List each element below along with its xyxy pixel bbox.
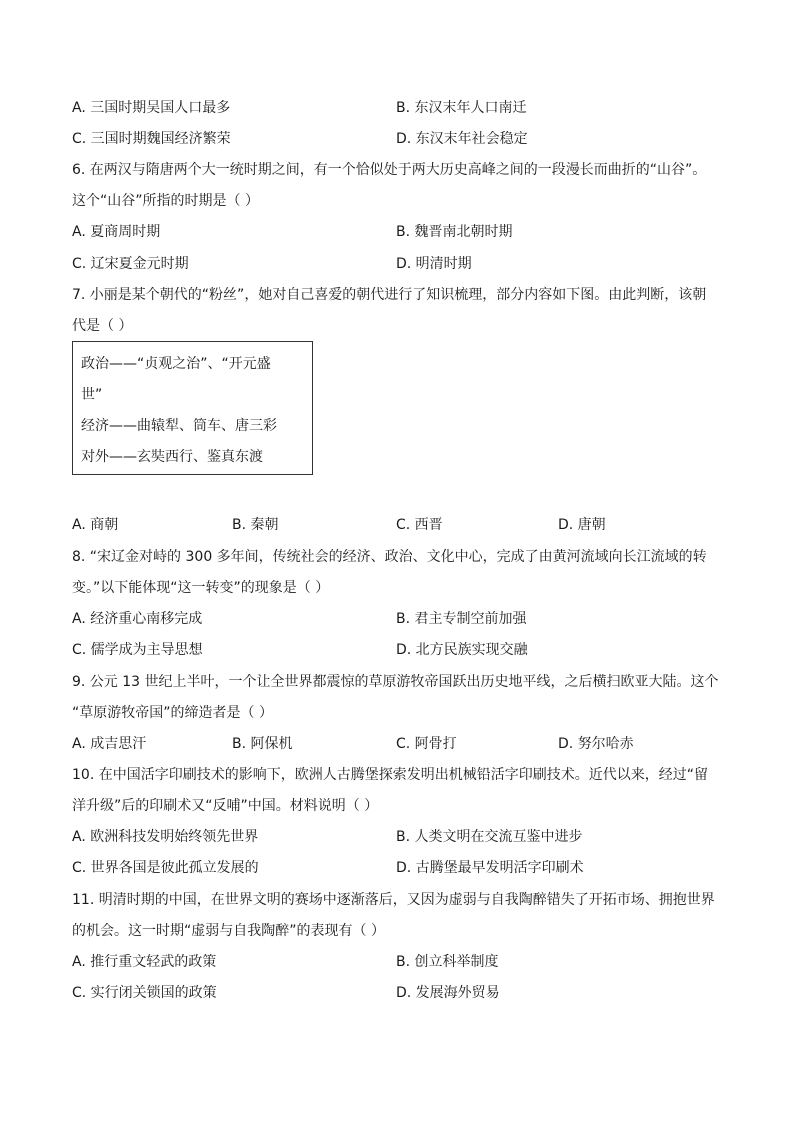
- q8-stem-line-2: 变。”以下能体现“这一转变”的现象是（ ）: [72, 580, 330, 596]
- q11-stem-line-1: 11. 明清时期的中国，在世界文明的赛场中逐渐落后，又因为虚弱与自我陶醉错失了开拓市场、拥抱世界: [72, 892, 715, 908]
- q5-option-b: B. 东汉末年人口南迁: [396, 100, 527, 116]
- q9-option-a: A. 成吉思汗: [72, 736, 147, 752]
- q9-option-b: B. 阿保机: [232, 736, 293, 752]
- q5-option-c: C. 三国时期魏国经济繁荣: [72, 131, 231, 147]
- q8-option-d: D. 北方民族实现交融: [396, 642, 528, 658]
- q11-stem-line-2: 的机会。这一时期“虚弱与自我陶醉”的表现有（ ）: [72, 923, 385, 939]
- q10-option-b: B. 人类文明在交流互鉴中进步: [396, 829, 583, 845]
- q9-stem-line-1: 9. 公元 13 世纪上半叶，一个让全世界都震惊的草原游牧帝国跃出历史地平线，之后横扫欧亚大陆。这个: [72, 674, 719, 690]
- q11-option-d: D. 发展海外贸易: [396, 985, 500, 1001]
- q7-stem-line-1: 7. 小丽是某个朝代的“粉丝”，她对自己喜爱的朝代进行了知识梳理，部分内容如下图。由此判断，该朝: [72, 287, 707, 303]
- q7-option-c: C. 西晋: [396, 517, 443, 533]
- q7-option-d: D. 唐朝: [558, 517, 606, 533]
- q9-stem-line-2: “草原游牧帝国”的缔造者是（ ）: [72, 705, 273, 721]
- q11-option-a: A. 推行重文轻武的政策: [72, 954, 217, 970]
- q7-info-box: [72, 341, 313, 475]
- q7-box-line-2: 世”: [81, 387, 103, 403]
- q6-option-a: A. 夏商周时期: [72, 224, 161, 240]
- q10-option-c: C. 世界各国是彼此孤立发展的: [72, 860, 259, 876]
- q10-stem-line-2: 洋升级”后的印刷术又“反哺”中国。材料说明（ ）: [72, 798, 379, 814]
- q7-box-line-1: 政治——“贞观之治”、“开元盛: [81, 356, 271, 372]
- q10-stem-line-1: 10. 在中国活字印刷技术的影响下，欧洲人古腾堡探索发明出机械铅活字印刷技术。近代以来，经过“留: [72, 767, 708, 783]
- q6-option-c: C. 辽宋夏金元时期: [72, 256, 189, 272]
- q7-option-b: B. 秦朝: [232, 517, 279, 533]
- q10-option-a: A. 欧洲科技发明始终领先世界: [72, 829, 259, 845]
- q11-option-b: B. 创立科举制度: [396, 954, 499, 970]
- q8-stem-line-1: 8. “宋辽金对峙的 300 多年间，传统社会的经济、政治、文化中心，完成了由黄河流域向长江流域的转: [72, 549, 707, 565]
- q6-stem-line-2: 这个“山谷”所指的时期是（ ）: [72, 193, 259, 209]
- q5-option-a: A. 三国时期吴国人口最多: [72, 100, 231, 116]
- q7-option-a: A. 商朝: [72, 517, 119, 533]
- q9-option-d: D. 努尔哈赤: [558, 736, 634, 752]
- q8-option-b: B. 君主专制空前加强: [396, 611, 527, 627]
- q6-option-b: B. 魏晋南北朝时期: [396, 224, 513, 240]
- q7-box-line-3: 经济——曲辕犁、筒车、唐三彩: [81, 418, 277, 434]
- q10-option-d: D. 古腾堡最早发明活字印刷术: [396, 860, 584, 876]
- q8-option-c: C. 儒学成为主导思想: [72, 642, 203, 658]
- q11-option-c: C. 实行闭关锁国的政策: [72, 985, 217, 1001]
- q6-stem-line-1: 6. 在两汉与隋唐两个大一统时期之间，有一个恰似处于两大历史高峰之间的一段漫长而曲折的“山谷”。: [72, 162, 707, 178]
- q6-option-d: D. 明清时期: [396, 256, 472, 272]
- q7-stem-line-2: 代是（ ）: [72, 318, 133, 334]
- q8-option-a: A. 经济重心南移完成: [72, 611, 203, 627]
- q5-option-d: D. 东汉末年社会稳定: [396, 131, 528, 147]
- q9-option-c: C. 阿骨打: [396, 736, 457, 752]
- q7-box-line-4: 对外——玄奘西行、鉴真东渡: [81, 449, 263, 465]
